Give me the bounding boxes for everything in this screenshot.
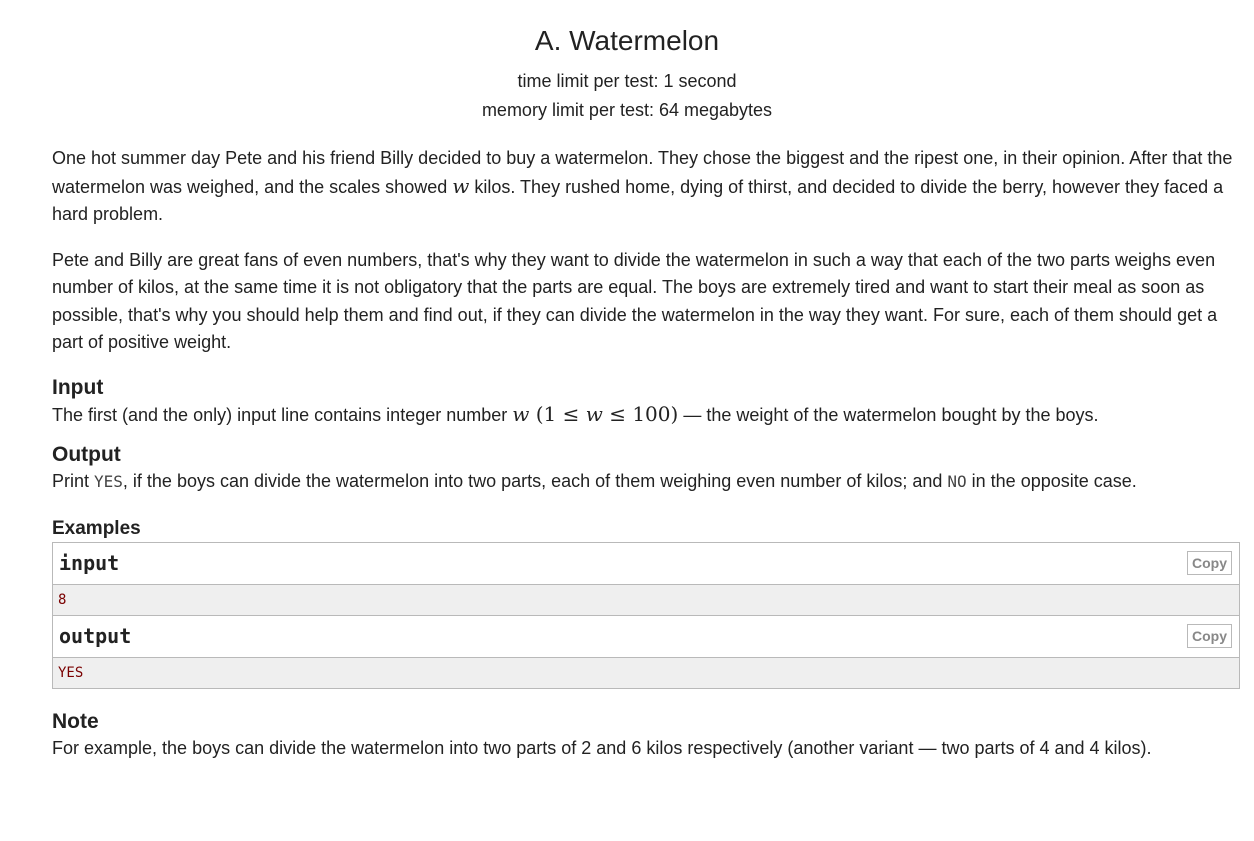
math-range-open: (1 ≤ xyxy=(529,401,586,426)
input-section-text xyxy=(52,401,1240,428)
output-section-text xyxy=(52,468,1240,495)
input-specification xyxy=(52,375,1240,428)
time-limit: time limit per test: 1 second xyxy=(517,71,737,91)
example-output-value[interactable]: YES xyxy=(53,658,1239,688)
output-text: in the opposite case. xyxy=(966,470,1137,491)
problem-title: A. Watermelon xyxy=(534,25,720,56)
example-output-label: output xyxy=(59,623,132,648)
output-specification xyxy=(52,442,1240,495)
note-title: Note xyxy=(52,709,99,733)
problem-content xyxy=(52,145,1240,761)
no-literal: NO xyxy=(947,471,967,491)
example-output-header xyxy=(53,616,1239,658)
copy-output-button[interactable]: Copy xyxy=(1187,624,1232,648)
examples-title: Examples xyxy=(52,517,141,539)
output-text: Print xyxy=(52,470,95,491)
statement-text: kilos. They rushed home, dying of thirst, and decided to divide the berry, however they faced a hard problem. xyxy=(52,176,1224,224)
problem-header xyxy=(0,0,1254,125)
yes-literal: YES xyxy=(94,471,123,491)
statement-text: One hot summer day Pete and his friend Billy decided to buy a watermelon. They chose the biggest and the ripest one, in their opinion. After that the watermelon was weighed, and the scales showed xyxy=(52,148,1233,197)
math-variable: w xyxy=(585,401,603,426)
example-input-label: input xyxy=(59,550,120,575)
input-text: The first (and the only) input line contains integer number xyxy=(52,404,513,425)
statement-paragraph-2: Pete and Billy are great fans of even numbers, that's why they want to divide the watermelon in such a way that each of the two parts weighs even number of kilos, at the same time it is not obligatory that the parts are equal. The boys are extremely tired and want to start their meal as soon as possible, that's why you should help them and find out, if they can divide the watermelon in the way they want. For sure, each of them should get a part of positive weight. xyxy=(52,249,1218,352)
input-section-title: Input xyxy=(52,375,104,399)
example-input-header xyxy=(53,543,1239,585)
memory-limit: memory limit per test: 64 megabytes xyxy=(481,100,773,120)
output-text: , if the boys can divide the watermelon into two parts, each of them weighing even number of kilos; and xyxy=(122,470,948,491)
example-input-value[interactable]: 8 xyxy=(53,585,1239,616)
note-section xyxy=(52,709,1240,761)
copy-input-button[interactable]: Copy xyxy=(1187,551,1232,575)
examples-box xyxy=(52,542,1240,689)
math-variable: w xyxy=(452,173,470,198)
input-text: — the weight of the watermelon bought by the boys. xyxy=(678,404,1099,425)
note-text: For example, the boys can divide the watermelon into two parts of 2 and 6 kilos respectively (another variant — two parts of 4 and 4 kilos). xyxy=(52,737,1152,758)
output-section-title: Output xyxy=(52,442,121,466)
statement-paragraph-1 xyxy=(52,145,1240,229)
math-variable: w xyxy=(512,401,530,426)
math-range-close: ≤ 100) xyxy=(602,401,679,426)
